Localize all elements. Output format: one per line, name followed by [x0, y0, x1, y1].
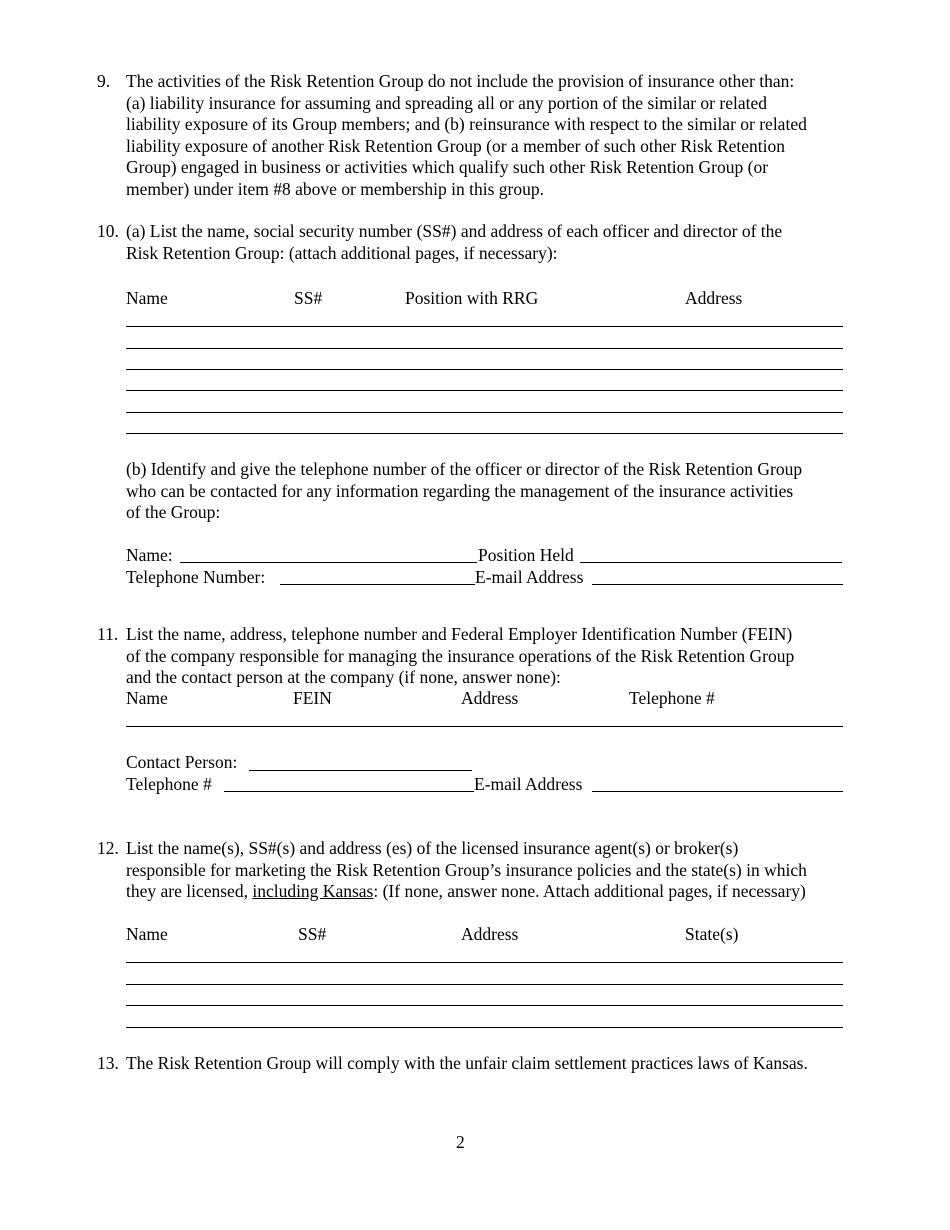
- item-9-line: (a) liability insurance for assuming and spreading all or any portion of the similar or related: [126, 92, 767, 113]
- agent-entry-line[interactable]: [126, 962, 843, 963]
- manager-telephone-field[interactable]: [224, 791, 474, 792]
- item-13-number: 13.: [97, 1053, 119, 1073]
- manager-col-address: Address: [461, 688, 519, 708]
- agents-col-name: Name: [126, 924, 168, 944]
- item-12-line: responsible for marketing the Risk Retention Group’s insurance policies and the state(s) in which: [126, 859, 807, 880]
- item-10b-line: who can be contacted for any information regarding the management of the insurance activities: [126, 480, 794, 501]
- manager-email-field[interactable]: [592, 791, 843, 792]
- agents-col-ssn: SS#: [298, 924, 327, 944]
- manager-telephone-label: Telephone #: [126, 774, 212, 794]
- contact-name-label: Name:: [126, 545, 173, 565]
- officers-col-position: Position with RRG: [405, 288, 539, 308]
- item-11-line: List the name, address, telephone number and Federal Employer Identification Number (FEIN): [126, 624, 793, 644]
- item-10a-line: (a) List the name, social security number (SS#) and address of each officer and director of the: [126, 221, 783, 241]
- agent-entry-line[interactable]: [126, 1005, 843, 1006]
- item-10b-line: of the Group:: [126, 502, 221, 522]
- officers-col-name: Name: [126, 288, 168, 308]
- agents-col-address: Address: [461, 924, 519, 944]
- item-9-line: member) under item #8 above or membership in this group.: [126, 178, 544, 199]
- manager-entry-line[interactable]: [126, 726, 843, 727]
- contact-person-field[interactable]: [249, 770, 472, 771]
- position-held-label: Position Held: [478, 545, 574, 565]
- item-11-number: 11.: [97, 624, 119, 644]
- manager-email-label: E-mail Address: [474, 774, 583, 794]
- officer-entry-line[interactable]: [126, 326, 843, 327]
- item-10a-line: Risk Retention Group: (attach additional pages, if necessary):: [126, 242, 558, 263]
- item-10b-line: (b) Identify and give the telephone number of the officer or director of the Risk Retention Group: [126, 459, 803, 479]
- email-address-field[interactable]: [592, 584, 843, 585]
- item-9-number: 9.: [97, 71, 111, 91]
- including-kansas-underlined: including Kansas: [252, 881, 374, 901]
- officers-col-ssn: SS#: [294, 288, 323, 308]
- item-9-line: Group) engaged in business or activities which qualify such other Risk Retention Group (or: [126, 157, 769, 177]
- item-10-number: 10.: [97, 221, 119, 241]
- contact-name-field[interactable]: [180, 562, 477, 563]
- item-9-line: liability exposure of another Risk Retention Group (or a member of such other Risk Retention: [126, 135, 786, 156]
- telephone-number-field[interactable]: [280, 584, 475, 585]
- officer-entry-line[interactable]: [126, 369, 843, 370]
- position-held-field[interactable]: [580, 562, 842, 563]
- item-12-line: they are licensed, including Kansas: (If none, answer none. Attach additional pages, if necessary): [126, 881, 806, 901]
- officers-col-address: Address: [685, 288, 743, 308]
- officer-entry-line[interactable]: [126, 412, 843, 413]
- item-11-line: and the contact person at the company (if none, answer none):: [126, 667, 561, 687]
- item-9-line: liability exposure of its Group members; and (b) reinsurance with respect to the similar or related: [126, 114, 807, 134]
- contact-person-label: Contact Person:: [126, 752, 238, 772]
- email-address-label: E-mail Address: [475, 567, 584, 587]
- officer-entry-line[interactable]: [126, 390, 843, 391]
- officer-entry-line[interactable]: [126, 433, 843, 434]
- item-12-line: List the name(s), SS#(s) and address (es) of the licensed insurance agent(s) or broker(s): [126, 838, 739, 858]
- item-11-line: of the company responsible for managing the insurance operations of the Risk Retention Group: [126, 645, 795, 666]
- telephone-number-label: Telephone Number:: [126, 567, 266, 587]
- manager-col-telephone: Telephone #: [629, 688, 715, 708]
- item-9-line: The activities of the Risk Retention Group do not include the provision of insurance other than:: [126, 71, 795, 91]
- officer-entry-line[interactable]: [126, 348, 843, 349]
- item-12-number: 12.: [97, 838, 119, 858]
- manager-col-name: Name: [126, 688, 168, 708]
- agents-col-states: State(s): [685, 924, 739, 944]
- agent-entry-line[interactable]: [126, 984, 843, 985]
- page-number: 2: [456, 1132, 465, 1152]
- manager-col-fein: FEIN: [293, 688, 332, 708]
- agent-entry-line[interactable]: [126, 1027, 843, 1028]
- item-13-text: The Risk Retention Group will comply with the unfair claim settlement practices laws of Kansas.: [126, 1053, 808, 1073]
